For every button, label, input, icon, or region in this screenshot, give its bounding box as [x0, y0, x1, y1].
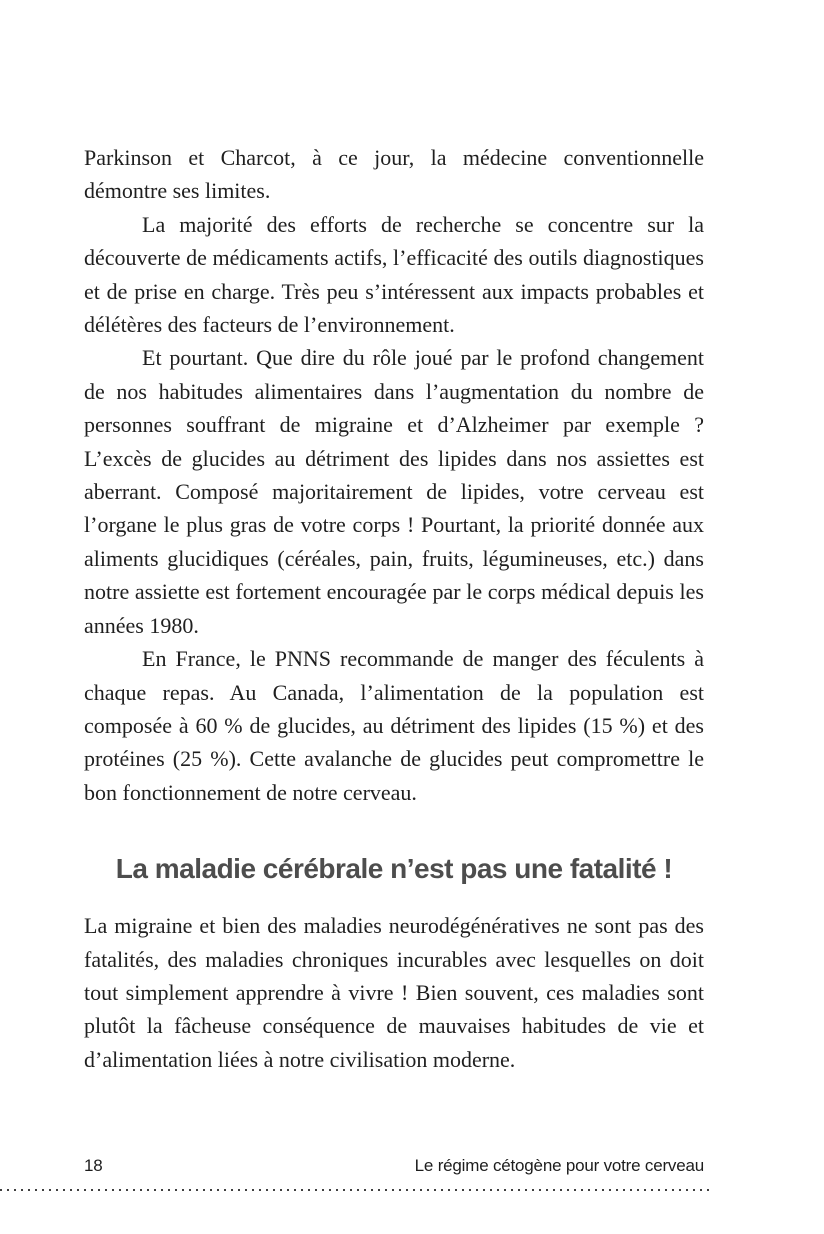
page-body-text: [84, 141, 704, 1076]
paragraph: En France, le PNNS recommande de manger des féculents à chaque repas. Au Canada, l’alimentation de la population est composée à 60 % de glucides, au détriment des lipides (15 %) et des protéines (25 %). Cette avalanche de glucides peut compromettre le bon fonctionnement de notre cerveau.: [84, 646, 704, 805]
footer-dotted-rule: [0, 1189, 713, 1191]
paragraph: La majorité des efforts de recherche se concentre sur la découverte de médicaments actifs, l’efficacité des outils diagnostiques et de prise en charge. Très peu s’intéressent aux impacts probables et délétères des facteurs de l’environnement.: [84, 211, 704, 338]
paragraph: La migraine et bien des maladies neurodégénératives ne sont pas des fatalités, des maladies chroniques incurables avec lesquelles on doit tout simplement apprendre à vivre ! Bien souvent, ces maladies sont plutôt la fâcheuse conséquence de mauvaises habitudes de vie et d’alimentation liées à notre civilisation moderne.: [84, 913, 704, 1072]
running-title: Le régime cétogène pour votre cerveau: [414, 1156, 704, 1175]
section-heading: La maladie cérébrale n’est pas une fatalité !: [115, 853, 673, 885]
page-number: 18: [84, 1156, 103, 1175]
paragraph: Et pourtant. Que dire du rôle joué par le profond changement de nos habitudes alimentaires dans l’augmentation du nombre de personnes souffrant de migraine et d’Alzheimer par exemple ? L’excès de glucides au détriment des lipides dans nos assiettes est aberrant. Composé majoritairement de lipides, votre cerveau est l’organe le plus gras de votre corps ! Pourtant, la priorité donnée aux aliments glucidiques (céréales, pain, fruits, légumineuses, etc.) dans notre assiette est fortement encouragée par le corps médical depuis les années 1980.: [84, 345, 704, 638]
page-footer: [84, 1156, 704, 1176]
paragraph-continuation: Parkinson et Charcot, à ce jour, la médecine conventionnelle démontre ses limites.: [84, 145, 704, 204]
